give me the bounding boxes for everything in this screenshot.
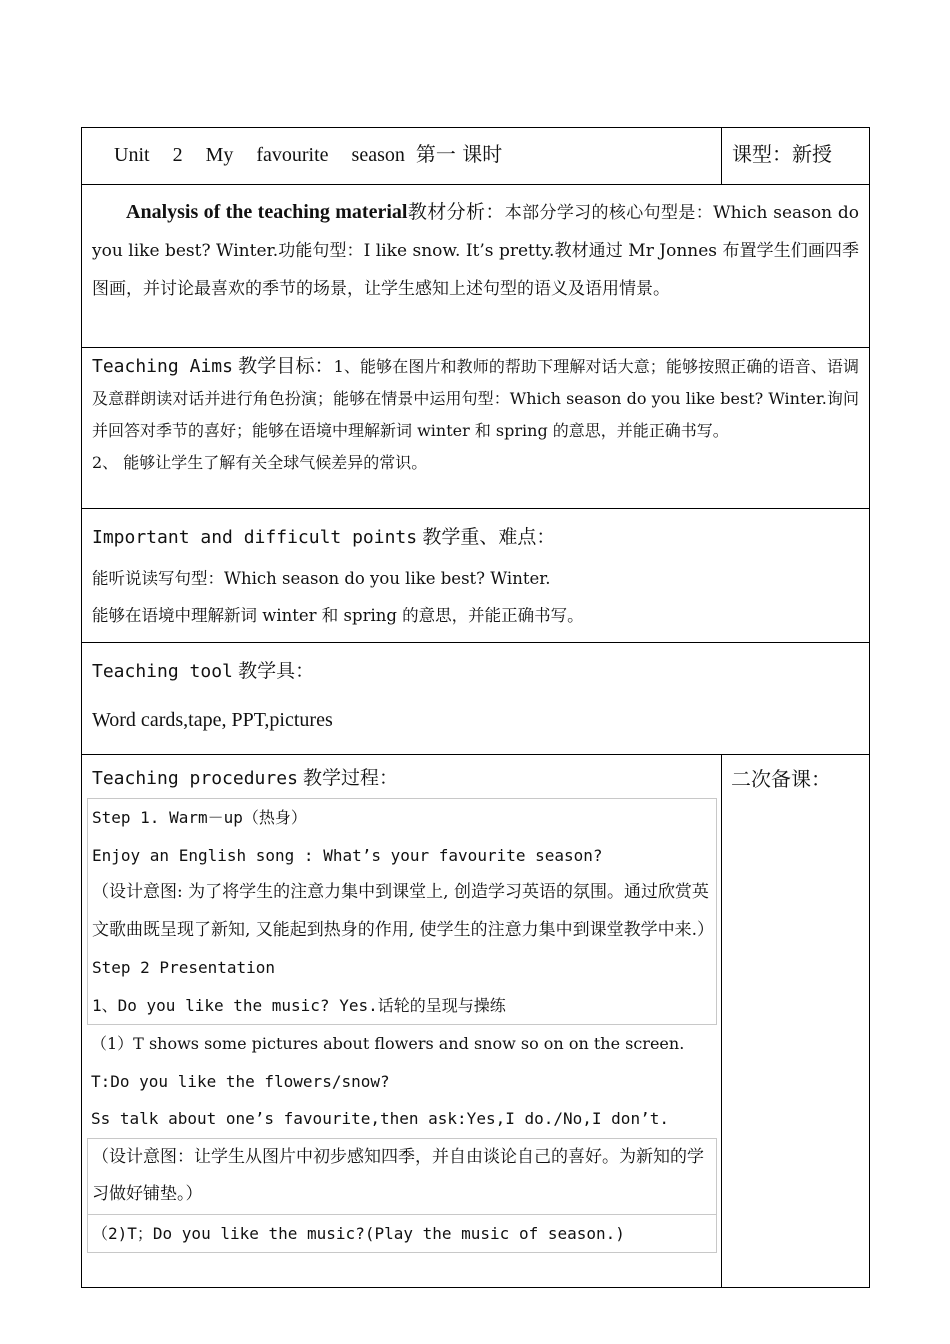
procedures-row	[82, 755, 870, 1288]
aims-cell	[82, 348, 870, 509]
points-title-cn: 教学重、难点：	[422, 526, 556, 548]
lesson-type-cell	[722, 128, 870, 185]
unit-label: Unit	[114, 144, 150, 166]
aims-text-2: 2、 能够让学生了解有关全球气候差异的常识。	[92, 453, 428, 472]
procedures-title-cn: 教学过程：	[303, 767, 399, 789]
warmup-box	[87, 798, 717, 1025]
analysis-title-cn: 教材分析：	[407, 201, 505, 223]
points-line-2: 能够在语境中理解新词 winter 和 spring 的意思，并能正确书写。	[92, 606, 584, 625]
tools-section	[82, 643, 869, 754]
aims-title-cn: 教学目标：	[238, 355, 334, 377]
song-line: Enjoy an English song : What’s your favourite season?	[92, 845, 603, 865]
aims-text-1: 1、能够在图片和教师的帮助下理解对话大意；能够按照正确的语音、语调及意群朗读对话并进行角色扮演；能够在情景中运用句型：Which season do you like best? Winter.询问并回答对季节的喜好；能够在语境中理解新词 winter 和 spring 的意思，并能正确书写。	[92, 357, 859, 440]
second-preparation-label: 二次备课：	[731, 767, 831, 791]
aims-row	[82, 348, 870, 509]
tools-row	[82, 643, 870, 755]
lesson-type: 课型：新授	[732, 142, 832, 166]
points-section	[82, 509, 869, 642]
points-cell	[82, 509, 870, 643]
teacher-shows-line: （1）T shows some pictures about flowers and snow so on on the screen.	[91, 1034, 685, 1053]
design-intent-1: （设计意图: 为了将学生的注意力集中到课堂上, 创造学习英语的氛围。通过欣赏英文歌曲既呈现了新知, 又能起到热身的作用, 使学生的注意力集中到课堂教学中来.）	[92, 882, 715, 940]
title-word: season	[351, 144, 405, 166]
points-row	[82, 509, 870, 643]
backup-cell	[722, 755, 870, 1288]
design-intent-box	[87, 1138, 717, 1215]
analysis-row	[82, 185, 870, 348]
analysis-section	[82, 185, 869, 316]
tools-title-en: Teaching tool	[92, 661, 233, 682]
aims-section	[82, 348, 869, 485]
unit-number: 2	[172, 144, 183, 166]
title-word: favourite	[256, 144, 329, 166]
lesson-title	[82, 128, 721, 167]
lesson-plan-table	[81, 127, 870, 1288]
tools-items: Word cards,tape, PPT,pictures	[92, 709, 333, 731]
analysis-text: 本部分学习的核心句型是：Which season do you like best? Winter.功能句型：I like snow. It’s pretty.教材通过 Mr Jonnes 布置学生们画四季图画，并讨论最喜欢的季节的场景，让学生感知上述句型的语义及语用情景。	[92, 203, 859, 299]
teacher-question-line: T:Do you like the flowers/snow?	[91, 1071, 390, 1091]
analysis-title-en: Analysis of the teaching material	[126, 201, 408, 223]
points-title-en: Important and difficult points	[92, 527, 418, 548]
procedures-title-en: Teaching procedures	[92, 768, 298, 789]
question-line: 1、Do you like the music? Yes.话轮的呈现与操练	[92, 995, 506, 1015]
design-intent-2: （设计意图：让学生从图片中初步感知四季，并自由谈论自己的喜好。为新知的学习做好铺垫。）	[92, 1146, 704, 1204]
lesson-period: 第一 课时	[415, 142, 503, 166]
presentation-lines	[82, 1025, 721, 1138]
step-1-heading: Step 1. Warm－up（热身）	[92, 808, 307, 827]
aims-title-en: Teaching Aims	[92, 356, 233, 377]
procedures-cell	[82, 755, 722, 1288]
points-line-1: 能听说读写句型：Which season do you like best? Winter.	[92, 569, 551, 588]
tools-title-cn: 教学具：	[238, 660, 315, 682]
step-2-heading: Step 2 Presentation	[92, 958, 276, 977]
tools-cell	[82, 643, 870, 755]
music-question-line: （2)T；Do you like the music?(Play the music of season.)	[92, 1223, 625, 1243]
title-word: My	[205, 144, 234, 166]
music-question-box	[87, 1215, 717, 1254]
lesson-title-cell	[82, 128, 722, 185]
procedures-body	[82, 798, 721, 1253]
title-row	[82, 128, 870, 185]
analysis-cell	[82, 185, 870, 348]
procedures-heading	[82, 755, 721, 798]
students-talk-line: Ss talk about one’s favourite,then ask:Yes,I do./No,I don’t.	[91, 1109, 669, 1128]
